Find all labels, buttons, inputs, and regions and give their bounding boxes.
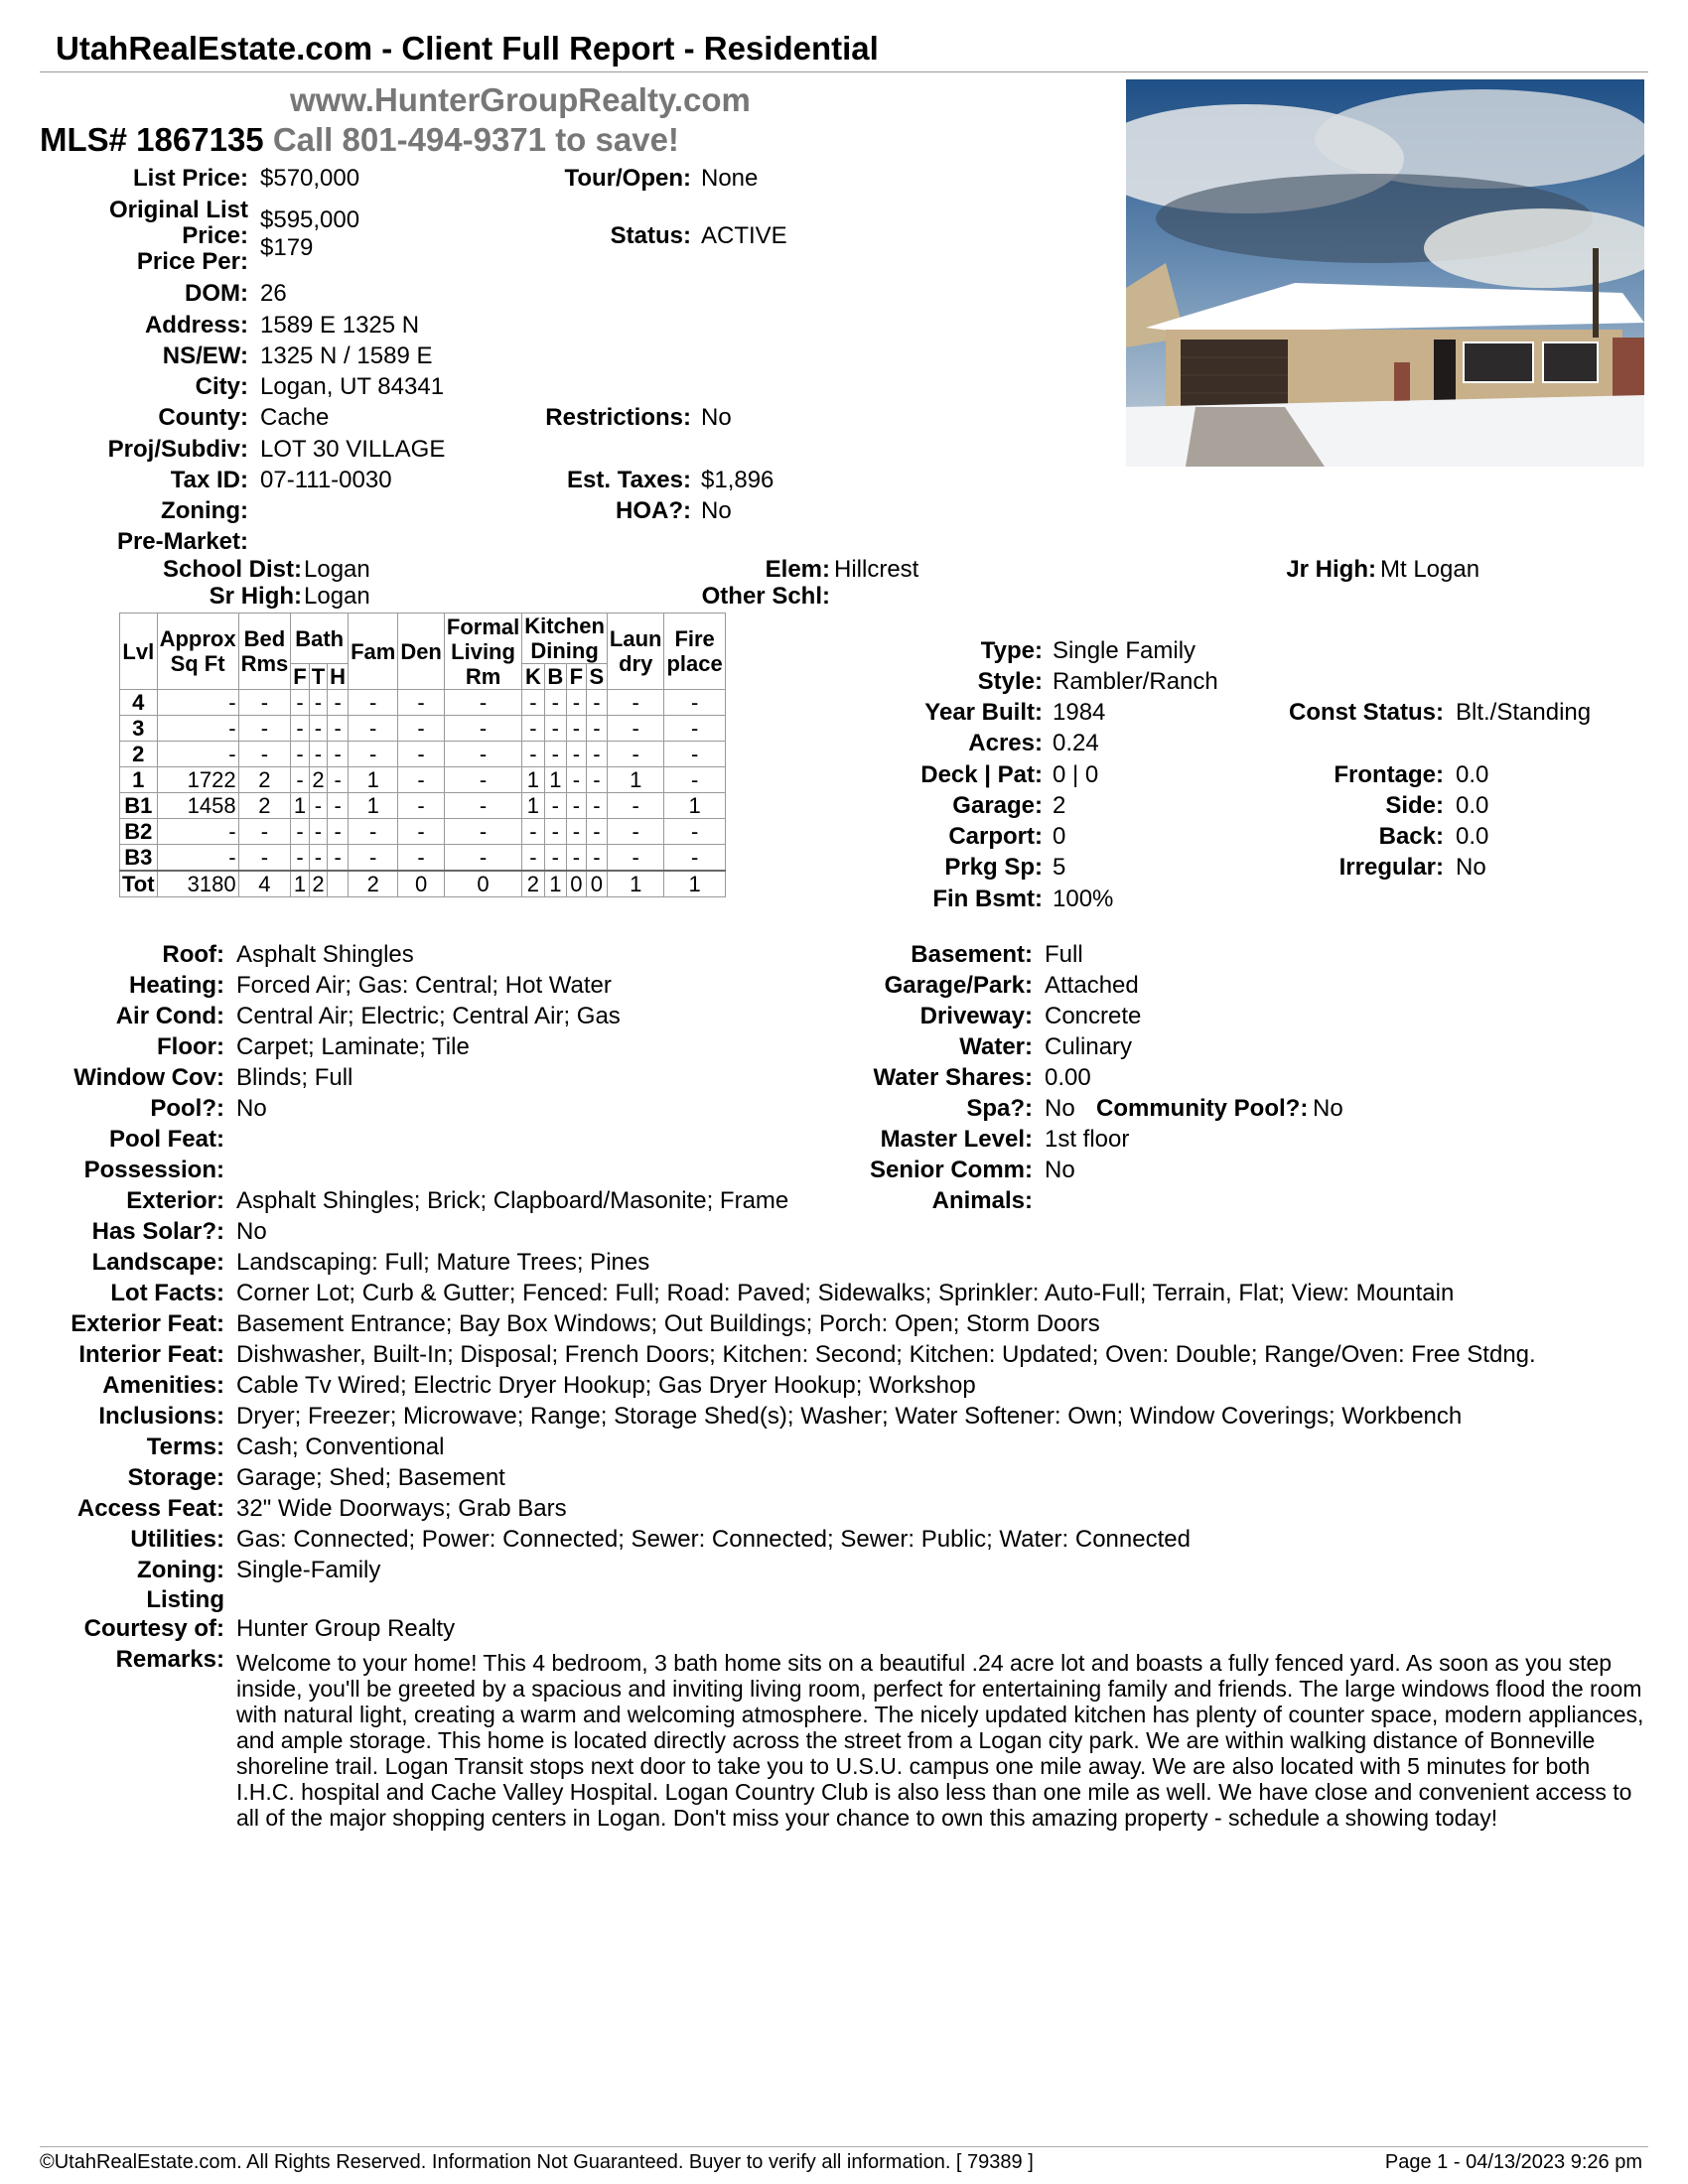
heating-value: Forced Air; Gas: Central; Hot Water	[236, 972, 612, 999]
hdr-bath-t: T	[309, 664, 327, 690]
table-cell: 1	[544, 767, 566, 793]
hoa-label: HOA?:	[616, 497, 691, 524]
prkg-value: 5	[1053, 854, 1066, 881]
table-cell: -	[309, 742, 327, 767]
inclusions-value: Dryer; Freezer; Microwave; Range; Storage Shed(s); Washer; Water Softener: Own; Window Coverings; Workbench	[236, 1403, 1463, 1430]
mls-line	[40, 121, 679, 159]
table-cell: -	[444, 742, 521, 767]
table-row	[120, 742, 726, 767]
senior-label: Senior Comm:	[869, 1157, 1033, 1183]
taxid-value: 07-111-0030	[260, 467, 392, 493]
county-label: County:	[158, 404, 248, 431]
side-label: Side:	[1385, 792, 1444, 819]
table-cell: 1	[349, 793, 398, 819]
table-cell: -	[398, 793, 445, 819]
table-cell: 2	[349, 871, 398, 897]
rooms-total-row	[120, 871, 726, 897]
table-cell: 4	[120, 690, 158, 716]
table-cell: 2	[522, 871, 544, 897]
price-per: $179	[260, 234, 314, 261]
table-cell: -	[157, 819, 238, 845]
table-cell: 1722	[157, 767, 238, 793]
table-cell: 1	[664, 871, 725, 897]
table-cell: -	[398, 716, 445, 742]
prkg-label: Prkg Sp:	[944, 854, 1043, 881]
table-cell: -	[444, 845, 521, 872]
hdr-kitchen-s: S	[586, 664, 607, 690]
table-cell: -	[238, 716, 291, 742]
deck-label: Deck | Pat:	[920, 761, 1043, 788]
frontage-label: Frontage:	[1334, 761, 1444, 788]
watershares-label: Water Shares:	[873, 1064, 1033, 1091]
table-cell: 1	[120, 767, 158, 793]
table-cell: -	[544, 845, 566, 872]
table-cell: -	[567, 716, 587, 742]
hdr-bath-f: F	[291, 664, 309, 690]
intfeat-label: Interior Feat:	[78, 1341, 224, 1368]
table-cell: -	[567, 742, 587, 767]
table-cell: -	[664, 716, 725, 742]
table-cell: -	[544, 690, 566, 716]
table-cell: 0	[567, 871, 587, 897]
table-cell: 1	[607, 767, 664, 793]
taxes-label: Est. Taxes:	[567, 467, 691, 493]
table-cell: -	[398, 690, 445, 716]
proj-label: Proj/Subdiv:	[107, 436, 248, 463]
const-label: Const Status:	[1289, 699, 1444, 726]
floor-value: Carpet; Laminate; Tile	[236, 1033, 470, 1060]
table-cell: -	[567, 845, 587, 872]
driveway-label: Driveway:	[919, 1003, 1033, 1029]
spa-value: No	[1045, 1095, 1075, 1122]
storage-label: Storage:	[127, 1464, 224, 1491]
listing-label-1: Listing	[146, 1586, 224, 1613]
city-label: City:	[195, 373, 248, 400]
exterior-label: Exterior:	[126, 1187, 224, 1214]
solar-label: Has Solar?:	[91, 1218, 224, 1245]
city-value: Logan, UT 84341	[260, 373, 445, 400]
table-row	[120, 845, 726, 872]
table-cell: 0	[586, 871, 607, 897]
address-label: Address:	[144, 312, 248, 339]
restrictions-label: Restrictions:	[545, 404, 691, 431]
jr-high-label: Jr High:	[1286, 556, 1376, 583]
school-district-label: School Dist:	[162, 556, 302, 583]
original-list-label-1: Original List	[108, 197, 248, 223]
zoning2-value: Single-Family	[236, 1557, 381, 1583]
master-value: 1st floor	[1045, 1126, 1130, 1153]
proj-value: LOT 30 VILLAGE	[260, 436, 446, 463]
pool-label: Pool?:	[150, 1095, 224, 1122]
table-cell: -	[607, 690, 664, 716]
report-title: UtahRealEstate.com - Client Full Report - Residential	[56, 30, 879, 67]
table-cell: 2	[120, 742, 158, 767]
lotfacts-label: Lot Facts:	[110, 1280, 224, 1306]
hdr-bath-h: H	[328, 664, 349, 690]
table-cell: -	[238, 819, 291, 845]
poolfeat-label: Pool Feat:	[108, 1126, 224, 1153]
carport-value: 0	[1053, 823, 1066, 850]
table-cell: -	[349, 819, 398, 845]
table-cell: -	[157, 690, 238, 716]
taxes-value: $1,896	[701, 467, 774, 493]
table-cell: -	[309, 690, 327, 716]
table-cell: -	[291, 819, 309, 845]
rooms-table	[119, 613, 726, 897]
intfeat-value: Dishwasher, Built-In; Disposal; French Doors; Kitchen: Second; Kitchen: Updated; Oven: Double; Range/Oven: Free Stdng.	[236, 1341, 1536, 1368]
year-label: Year Built:	[924, 699, 1043, 726]
table-cell: -	[544, 793, 566, 819]
list-price-label: List Price:	[132, 165, 248, 192]
style-label: Style:	[977, 668, 1043, 695]
community-pool-value: No	[1313, 1095, 1343, 1122]
utilities-value: Gas: Connected; Power: Connected; Sewer: Connected; Sewer: Public; Water: Connected	[236, 1526, 1191, 1553]
terms-label: Terms:	[146, 1433, 224, 1460]
table-cell: -	[664, 690, 725, 716]
remarks-text: Welcome to your home! This 4 bedroom, 3 bath home sits on a beautiful .24 acre lot and boasts a fully fenced yard. As soon as you step inside, you'll be greeted by a spacious and inviting living room, perfect for entertaining family and friends. The large windows flood the room with natural light, creating a warm and welcoming atmosphere. The nicely updated kitchen has plenty of counter space, modern appliances, and ample storage. This home is located directly across the street from a Logan city park. We are within walking distance of Bonneville shoreline trail. Logan Transit stops next door to take you to U.S.U. campus one mile away. We are also located with 5 minutes for both I.H.C. hospital and Cache Valley Hospital. Logan Country Club is also less than one mile as well. We have close and convenient access to all of the major shopping centers in Logan. Don't miss your chance to own this amazing property - schedule a showing today!	[236, 1650, 1644, 1831]
table-cell: -	[664, 819, 725, 845]
hdr-fam: Fam	[349, 614, 398, 690]
table-cell: -	[607, 793, 664, 819]
listing-label-2: Courtesy of:	[83, 1615, 224, 1642]
premarket-label: Pre-Market:	[116, 528, 248, 555]
table-cell: -	[291, 742, 309, 767]
table-cell: 2	[238, 767, 291, 793]
table-row	[120, 690, 726, 716]
table-cell: -	[522, 742, 544, 767]
property-photo	[1126, 79, 1644, 467]
terms-value: Cash; Conventional	[236, 1433, 445, 1460]
table-cell: -	[586, 767, 607, 793]
tour-value: None	[701, 165, 759, 192]
table-cell: -	[664, 845, 725, 872]
table-cell: -	[586, 793, 607, 819]
floor-label: Floor:	[157, 1033, 224, 1060]
landscape-value: Landscaping: Full; Mature Trees; Pines	[236, 1249, 650, 1276]
restrictions-value: No	[701, 404, 732, 431]
call-to-action: Call 801-494-9371 to save!	[272, 121, 679, 158]
landscape-label: Landscape:	[91, 1249, 224, 1276]
roof-value: Asphalt Shingles	[236, 941, 414, 968]
access-value: 32" Wide Doorways; Grab Bars	[236, 1495, 567, 1522]
extfeat-label: Exterior Feat:	[70, 1310, 224, 1337]
spa-label: Spa?:	[966, 1095, 1033, 1122]
back-label: Back:	[1378, 823, 1444, 850]
table-cell: -	[586, 690, 607, 716]
zoning2-label: Zoning:	[137, 1557, 224, 1583]
original-list-label-2: Price:	[182, 222, 248, 249]
senior-value: No	[1045, 1157, 1075, 1183]
solar-value: No	[236, 1218, 267, 1245]
table-cell: -	[664, 742, 725, 767]
side-value: 0.0	[1456, 792, 1489, 819]
driveway-value: Concrete	[1045, 1003, 1142, 1029]
table-cell: -	[586, 819, 607, 845]
table-cell: -	[444, 690, 521, 716]
amenities-label: Amenities:	[102, 1372, 224, 1399]
table-cell: -	[238, 690, 291, 716]
table-cell: -	[309, 845, 327, 872]
elem-value: Hillcrest	[834, 556, 919, 583]
jr-high: Mt Logan	[1380, 556, 1480, 583]
basement-label: Basement:	[911, 941, 1033, 968]
hdr-bed: Bed Rms	[238, 614, 291, 690]
window-value: Blinds; Full	[236, 1064, 353, 1091]
table-cell: B2	[120, 819, 158, 845]
garage-value: 2	[1053, 792, 1066, 819]
table-cell: -	[309, 793, 327, 819]
footer-divider	[40, 2146, 1648, 2147]
table-cell: -	[291, 716, 309, 742]
garagepark-value: Attached	[1045, 972, 1139, 999]
footer-copyright: ©UtahRealEstate.com. All Rights Reserved. Information Not Guaranteed. Buyer to verify all information. [ 79389 ]	[40, 2151, 1034, 2173]
table-cell: -	[586, 716, 607, 742]
table-cell: -	[522, 690, 544, 716]
table-cell: -	[544, 716, 566, 742]
table-cell: 1	[291, 871, 309, 897]
const-value: Blt./Standing	[1456, 699, 1592, 726]
frontage-value: 0.0	[1456, 761, 1489, 788]
basement-value: Full	[1045, 941, 1083, 968]
table-cell: -	[398, 845, 445, 872]
table-cell: -	[157, 845, 238, 872]
rooms-body	[120, 690, 726, 897]
status-label: Status:	[610, 222, 691, 249]
table-cell: -	[328, 690, 349, 716]
year-value: 1984	[1053, 699, 1106, 726]
table-cell: -	[157, 742, 238, 767]
table-cell: -	[349, 690, 398, 716]
water-label: Water:	[959, 1033, 1033, 1060]
style-value: Rambler/Ranch	[1053, 668, 1218, 695]
table-cell: -	[309, 819, 327, 845]
inclusions-label: Inclusions:	[98, 1403, 224, 1430]
original-list-price: $595,000	[260, 206, 360, 233]
pool-value: No	[236, 1095, 267, 1122]
tour-label: Tour/Open:	[564, 165, 691, 192]
finbsmt-label: Fin Bsmt:	[932, 886, 1043, 912]
table-cell: -	[544, 819, 566, 845]
aircond-value: Central Air; Electric; Central Air; Gas	[236, 1003, 621, 1029]
utilities-label: Utilities:	[130, 1526, 224, 1553]
table-cell: 0	[444, 871, 521, 897]
possession-label: Possession:	[83, 1157, 224, 1183]
table-cell: 1	[664, 793, 725, 819]
heating-label: Heating:	[129, 972, 224, 999]
table-cell: 1458	[157, 793, 238, 819]
table-cell: -	[586, 845, 607, 872]
listing-value: Hunter Group Realty	[236, 1615, 456, 1642]
hdr-den: Den	[398, 614, 445, 690]
sr-high: Logan	[304, 583, 370, 610]
nsew-value: 1325 N / 1589 E	[260, 342, 433, 369]
hdr-laundry: Laun dry	[607, 614, 664, 690]
table-cell: B1	[120, 793, 158, 819]
table-cell: 1	[349, 767, 398, 793]
table-cell: B3	[120, 845, 158, 872]
table-cell: -	[328, 819, 349, 845]
table-cell: -	[607, 716, 664, 742]
table-cell: -	[444, 793, 521, 819]
table-cell: -	[291, 690, 309, 716]
roof-label: Roof:	[162, 941, 224, 968]
taxid-label: Tax ID:	[170, 467, 248, 493]
table-cell: -	[607, 845, 664, 872]
window-label: Window Cov:	[73, 1064, 224, 1091]
nsew-label: NS/EW:	[162, 342, 248, 369]
hdr-kitchen-k: K	[522, 664, 544, 690]
other-school-label: Other Schl:	[701, 583, 830, 610]
back-value: 0.0	[1456, 823, 1489, 850]
lotfacts-value: Corner Lot; Curb & Gutter; Fenced: Full; Road: Paved; Sidewalks; Sprinkler: Auto-Full; Terrain, Flat; View: Mountain	[236, 1280, 1455, 1306]
table-cell: -	[607, 819, 664, 845]
table-row	[120, 716, 726, 742]
table-cell: -	[328, 845, 349, 872]
extfeat-value: Basement Entrance; Bay Box Windows; Out Buildings; Porch: Open; Storm Doors	[236, 1310, 1100, 1337]
table-cell: 1	[544, 871, 566, 897]
table-cell: -	[328, 767, 349, 793]
exterior-value: Asphalt Shingles; Brick; Clapboard/Masonite; Frame	[236, 1187, 789, 1214]
irregular-value: No	[1456, 854, 1486, 881]
hdr-sqft: Approx Sq Ft	[157, 614, 238, 690]
table-cell: -	[328, 793, 349, 819]
community-pool-label: Community Pool?:	[1096, 1095, 1309, 1122]
dom-value: 26	[260, 280, 287, 307]
table-cell	[328, 871, 349, 897]
table-cell: -	[567, 767, 587, 793]
hdr-lvl: Lvl	[120, 614, 158, 690]
table-cell: 2	[309, 871, 327, 897]
access-label: Access Feat:	[76, 1495, 224, 1522]
dom-label: DOM:	[185, 280, 248, 307]
table-cell: -	[349, 716, 398, 742]
amenities-value: Cable Tv Wired; Electric Dryer Hookup; Gas Dryer Hookup; Workshop	[236, 1372, 976, 1399]
table-cell: -	[349, 742, 398, 767]
address-value: 1589 E 1325 N	[260, 312, 420, 339]
table-row	[120, 819, 726, 845]
table-cell: -	[328, 716, 349, 742]
table-cell: -	[567, 793, 587, 819]
table-row	[120, 767, 726, 793]
table-cell: -	[544, 742, 566, 767]
table-cell: -	[291, 845, 309, 872]
table-cell: -	[291, 767, 309, 793]
table-cell: 1	[607, 871, 664, 897]
hdr-formal: Formal Living Rm	[444, 614, 521, 690]
county-value: Cache	[260, 404, 330, 431]
table-cell: -	[328, 742, 349, 767]
type-label: Type:	[980, 637, 1043, 664]
animals-label: Animals:	[931, 1187, 1033, 1214]
deck-value: 0 | 0	[1053, 761, 1099, 788]
website-link[interactable]: www.HunterGroupRealty.com	[290, 81, 751, 118]
table-cell: 3180	[157, 871, 238, 897]
irregular-label: Irregular:	[1338, 854, 1444, 881]
sr-high-label: Sr High:	[209, 583, 302, 610]
type-value: Single Family	[1053, 637, 1196, 664]
water-value: Culinary	[1045, 1033, 1133, 1060]
status-value: ACTIVE	[701, 222, 787, 249]
hdr-bath: Bath	[291, 614, 349, 664]
hdr-kitchen: Kitchen Dining	[522, 614, 608, 664]
table-cell: 4	[238, 871, 291, 897]
school-district: Logan	[304, 556, 370, 583]
hoa-value: No	[701, 497, 732, 524]
table-cell: 0	[398, 871, 445, 897]
table-cell: 1	[291, 793, 309, 819]
mls-number: MLS# 1867135	[40, 121, 264, 158]
table-cell: -	[444, 819, 521, 845]
table-cell: -	[398, 819, 445, 845]
table-cell: -	[349, 845, 398, 872]
table-cell: 1	[522, 793, 544, 819]
table-cell: 2	[238, 793, 291, 819]
price-per-label: Price Per:	[136, 248, 248, 275]
aircond-label: Air Cond:	[115, 1003, 224, 1029]
table-cell: 2	[309, 767, 327, 793]
table-cell: -	[157, 716, 238, 742]
table-cell: -	[522, 716, 544, 742]
table-row	[120, 793, 726, 819]
zoning-label: Zoning:	[161, 497, 248, 524]
table-cell: -	[398, 767, 445, 793]
carport-label: Carport:	[948, 823, 1043, 850]
remarks-label: Remarks:	[115, 1646, 224, 1673]
table-cell: -	[398, 742, 445, 767]
acres-label: Acres:	[968, 730, 1043, 756]
table-cell: -	[238, 742, 291, 767]
hdr-kitchen-f: F	[567, 664, 587, 690]
elem-label: Elem:	[765, 556, 830, 583]
table-cell: -	[607, 742, 664, 767]
hdr-kitchen-b: B	[544, 664, 566, 690]
master-label: Master Level:	[880, 1126, 1033, 1153]
list-price: $570,000	[260, 165, 360, 192]
table-cell: -	[522, 819, 544, 845]
storage-value: Garage; Shed; Basement	[236, 1464, 505, 1491]
table-cell: -	[444, 767, 521, 793]
table-cell: -	[444, 716, 521, 742]
table-cell: Tot	[120, 871, 158, 897]
hdr-fireplace: Fire place	[664, 614, 725, 690]
table-cell: -	[309, 716, 327, 742]
table-cell: -	[664, 767, 725, 793]
header-divider	[40, 71, 1648, 72]
table-cell: 3	[120, 716, 158, 742]
table-cell: 1	[522, 767, 544, 793]
acres-value: 0.24	[1053, 730, 1099, 756]
footer-page: Page 1 - 04/13/2023 9:26 pm	[1384, 2151, 1642, 2173]
watershares-value: 0.00	[1045, 1064, 1091, 1091]
table-cell: -	[567, 819, 587, 845]
table-cell: -	[586, 742, 607, 767]
garage-label: Garage:	[952, 792, 1043, 819]
garagepark-label: Garage/Park:	[884, 972, 1033, 999]
table-cell: -	[238, 845, 291, 872]
finbsmt-value: 100%	[1053, 886, 1114, 912]
table-cell: -	[567, 690, 587, 716]
table-cell: -	[522, 845, 544, 872]
